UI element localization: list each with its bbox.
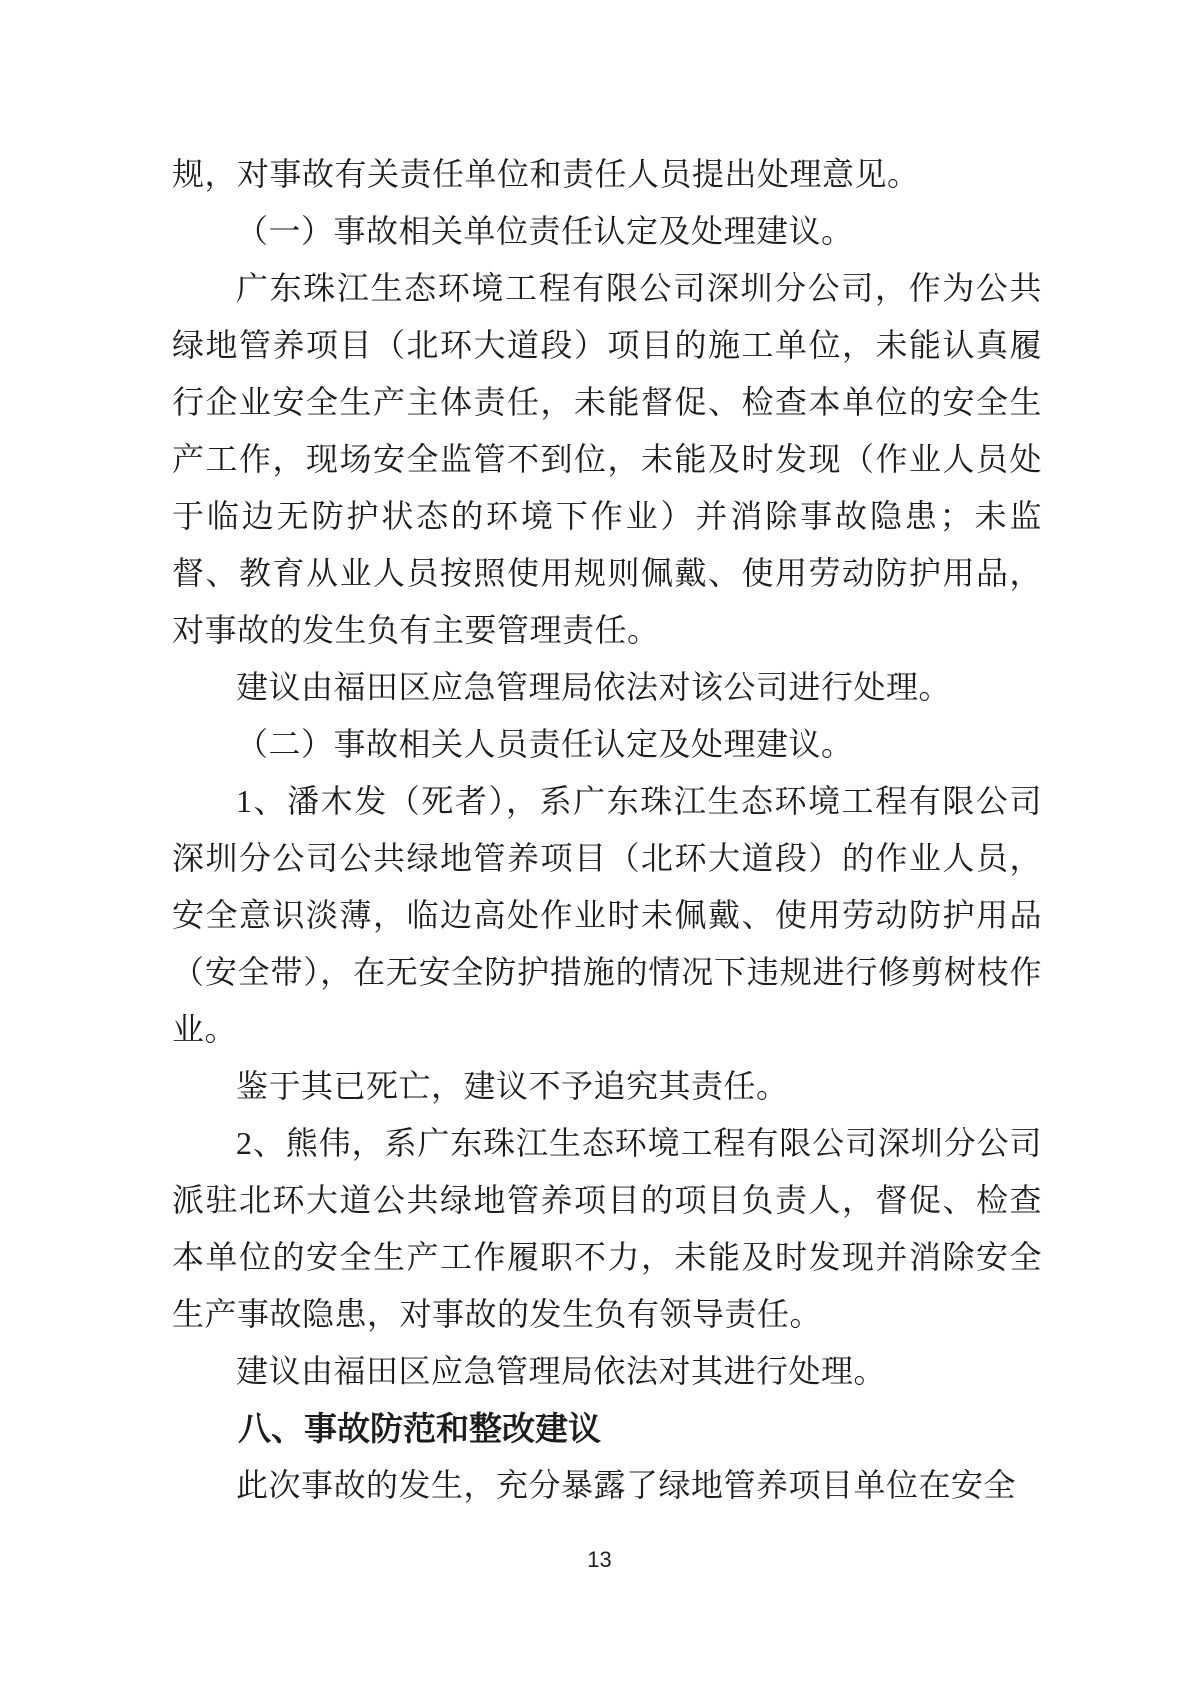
paragraph-unit-recommendation: 建议由福田区应急管理局依法对该公司进行处理。 <box>236 669 952 705</box>
paragraph-section-intro: 此次事故的发生，充分暴露了绿地管养项目单位在安全 <box>236 1467 1017 1503</box>
paragraph-person-2-recommendation: 建议由福田区应急管理局依法对其进行处理。 <box>236 1353 887 1389</box>
section-heading: 八、事故防范和整改建议 <box>238 1410 601 1447</box>
paragraph-person-1: 1、潘木发（死者），系广东珠江生态环境工程有限公司深圳分公司公共绿地管养项目（北环大道段）的作业人员，安全意识淡薄，临边高处作业时未佩戴、使用劳动防护用品（安全带），在无安全防护措施的情况下违规进行修剪树枝作业。 <box>172 783 1042 1047</box>
document-body <box>172 146 1042 1514</box>
subsection-heading-2: （二）事故相关人员责任认定及处理建议。 <box>236 726 854 762</box>
page-number: 13 <box>587 1547 612 1572</box>
paragraph-continuation: 规，对事故有关责任单位和责任人员提出处理意见。 <box>172 156 920 192</box>
subsection-heading-1: （一）事故相关单位责任认定及处理建议。 <box>236 213 854 249</box>
paragraph-person-1-recommendation: 鉴于其已死亡，建议不予追究其责任。 <box>236 1068 789 1104</box>
paragraph-unit-responsibility: 广东珠江生态环境工程有限公司深圳分公司，作为公共绿地管养项目（北环大道段）项目的施工单位，未能认真履行企业安全生产主体责任，未能督促、检查本单位的安全生产工作，现场安全监管不到位，未能及时发现（作业人员处于临边无防护状态的环境下作业）并消除事故隐患；未监督、教育从业人员按照使用规则佩戴、使用劳动防护用品，对事故的发生负有主要管理责任。 <box>172 270 1042 648</box>
paragraph-person-2: 2、熊伟，系广东珠江生态环境工程有限公司深圳分公司派驻北环大道公共绿地管养项目的项目负责人，督促、检查本单位的安全生产工作履职不力，未能及时发现并消除安全生产事故隐患，对事故的发生负有领导责任。 <box>172 1125 1042 1332</box>
